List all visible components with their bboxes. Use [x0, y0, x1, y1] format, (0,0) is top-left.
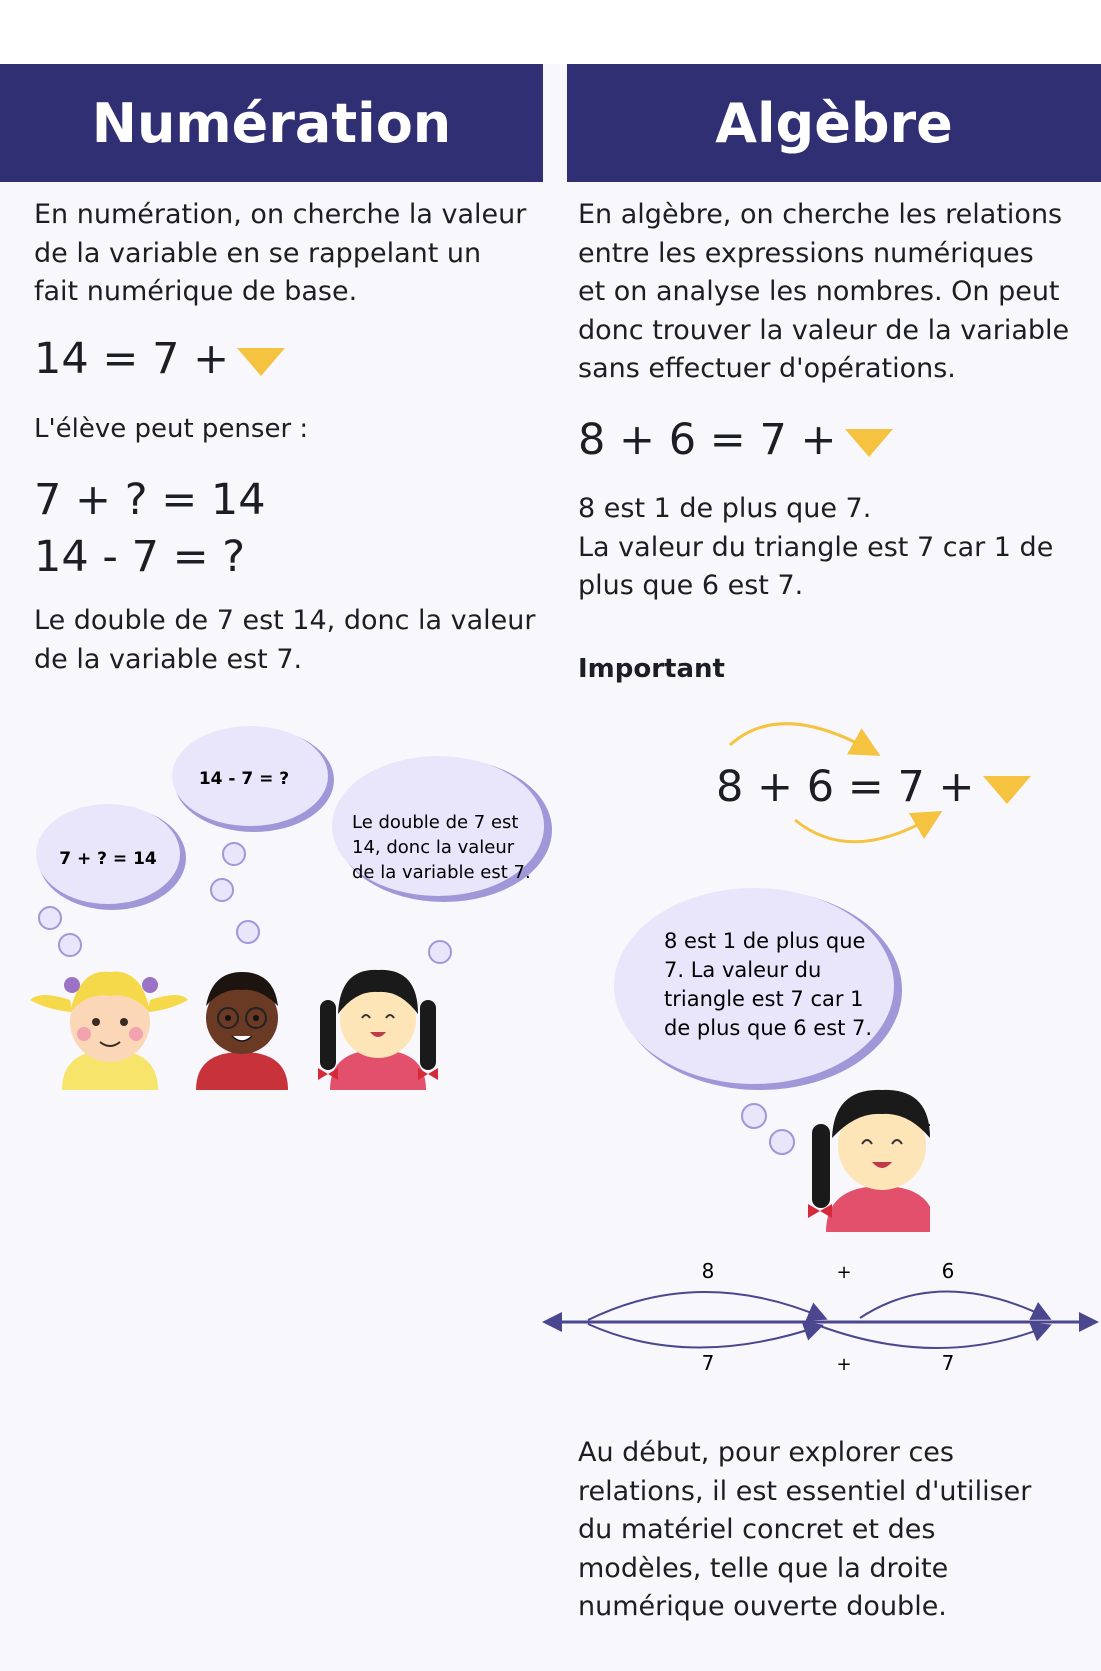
- intro-line: donc trouver la valeur de la variable: [578, 314, 1070, 346]
- intro-line: fait numérique de base.: [34, 276, 358, 307]
- right-end-arrow-icon: [1079, 1312, 1099, 1332]
- cloud-line: triangle est 7 car 1: [664, 987, 864, 1011]
- algebre-intro: [578, 196, 1069, 389]
- closing-line: du matériel concret et des: [578, 1514, 936, 1545]
- algebre-header: [567, 64, 1101, 182]
- student-thinks-label: L'élève peut penser :: [34, 414, 309, 444]
- bottom-curved-arrow-icon: [795, 817, 932, 842]
- algebre-illustration: [600, 870, 930, 1240]
- important-label: Important: [578, 654, 725, 684]
- cloud-1-text: 7 + ? = 14: [59, 849, 157, 869]
- cloud-line: de plus que 6 est 7.: [664, 1016, 873, 1040]
- left-end-arrow-icon: [542, 1312, 562, 1332]
- numeration-conclusion: [34, 602, 536, 679]
- cloud-3-line: Le double de 7 est: [352, 812, 519, 833]
- explanation-line: plus que 6 est 7.: [578, 570, 804, 601]
- kid-glasses-icon: [196, 972, 288, 1090]
- triangle-variable-icon: [237, 348, 285, 376]
- algebre-equation: [578, 415, 893, 465]
- closing-line: modèles, telle que la droite: [578, 1552, 949, 1584]
- cloud-3-line: 14, donc la valeur: [352, 837, 515, 858]
- algebre-closing: [578, 1434, 1031, 1627]
- intro-line: sans effectuer d'opérations.: [578, 353, 956, 384]
- double-number-line: [540, 1250, 1101, 1380]
- cloud-3-line: de la variable est 7.: [352, 862, 531, 883]
- kid-braids-icon: [808, 1090, 930, 1232]
- cloud-line: 7. La valeur du: [664, 958, 822, 982]
- thought-cloud-3: [332, 756, 552, 963]
- important-equation: [716, 762, 1031, 812]
- intro-line: En algèbre, on cherche les relations: [578, 199, 1063, 230]
- intro-line: En numération, on cherche la valeur: [34, 199, 527, 230]
- bottom-label: 7: [941, 1351, 955, 1375]
- closing-line: relations, il est essentiel d'utiliser: [578, 1475, 1032, 1507]
- intro-line: et on analyse les nombres. On peut: [578, 276, 1060, 307]
- bottom-label: 7: [701, 1351, 715, 1375]
- jump-arrow-7b: [820, 1326, 1048, 1348]
- jump-arrow-6: [860, 1292, 1048, 1319]
- numeration-illustration: [0, 700, 560, 1100]
- conclusion-line: de la variable est 7.: [34, 643, 303, 675]
- equation-text: 8 + 6 = 7 +: [578, 415, 837, 465]
- jump-arrow-7a: [588, 1324, 820, 1348]
- explanation-line: 8 est 1 de plus que 7.: [578, 493, 872, 524]
- closing-line: Au début, pour explorer ces: [578, 1437, 954, 1468]
- algebre-title: Algèbre: [715, 91, 953, 155]
- numeration-equation: [34, 334, 285, 384]
- bottom-label: +: [836, 1354, 852, 1375]
- cloud-line: 8 est 1 de plus que: [664, 929, 866, 953]
- conclusion-line: Le double de 7 est 14, donc la valeur: [34, 605, 536, 636]
- thought-equation-1: 7 + ? = 14: [34, 475, 266, 525]
- equation-text: 8 + 6 = 7 +: [716, 762, 975, 812]
- triangle-variable-icon: [983, 776, 1031, 804]
- thought-cloud-2: [172, 726, 334, 943]
- top-band: [0, 0, 1101, 64]
- numeration-title: Numération: [91, 91, 452, 155]
- thought-equation-2: 14 - 7 = ?: [34, 532, 246, 582]
- closing-line: numérique ouverte double.: [578, 1591, 947, 1622]
- jump-arrow-8: [588, 1292, 824, 1320]
- intro-line: entre les expressions numériques: [578, 237, 1034, 269]
- kid-blonde-icon: [30, 972, 188, 1090]
- top-label: +: [836, 1262, 852, 1283]
- thought-cloud-1: [36, 804, 186, 956]
- top-label: 6: [941, 1259, 955, 1283]
- equation-text: 14 = 7 +: [34, 334, 230, 384]
- explanation-line: La valeur du triangle est 7 car 1 de: [578, 531, 1054, 563]
- numeration-header: [0, 64, 543, 182]
- kid-braids-icon: [318, 970, 438, 1090]
- top-label: 8: [701, 1259, 715, 1283]
- top-curved-arrow-icon: [730, 724, 870, 750]
- algebre-explanation: [578, 490, 1053, 606]
- triangle-variable-icon: [845, 429, 893, 457]
- intro-line: de la variable en se rappelant un: [34, 237, 482, 269]
- cloud-2-text: 14 - 7 = ?: [198, 769, 290, 789]
- numeration-intro: [34, 196, 526, 312]
